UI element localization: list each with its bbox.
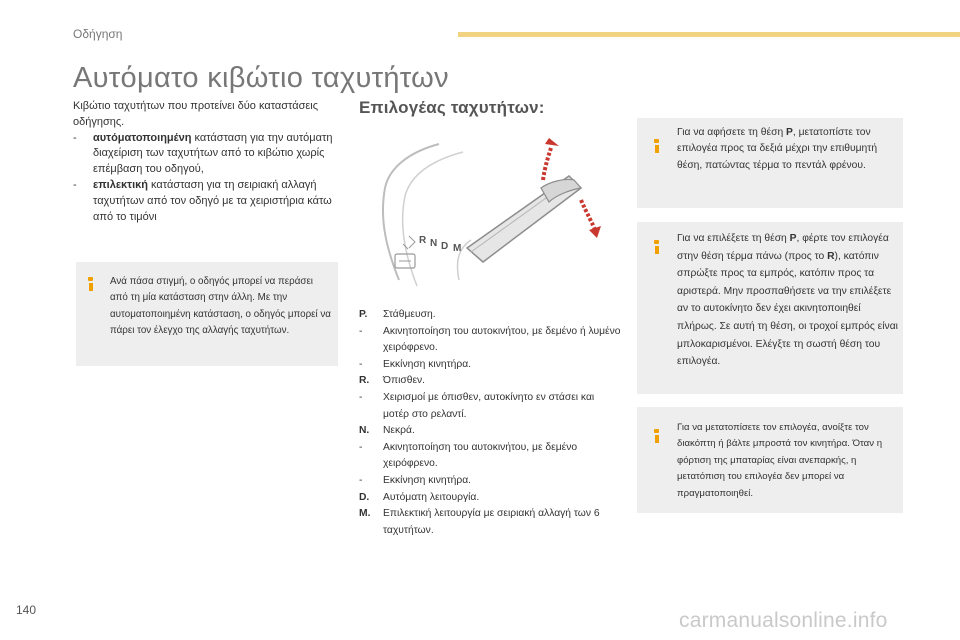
legend-row: N. Νεκρά. [359,425,415,437]
legend-row: D. Αυτόματη λειτουργία. [359,491,480,503]
gear-lever-drawing [359,130,619,292]
gear-selector-heading: Επιλογέας ταχυτήτων: [359,98,545,117]
info-text: Για να μετατοπίσετε τον επιλογέα, ανοίξτε τον διακόπτη ή βάλτε μπροστά τον κινητήρα. Όταν η φόρτιση της μπαταρίας είναι ανεπαρκής, η μετατόπιση του επιλογέα δεν μπορεί να πραγματοποιηθεί. [677,422,883,499]
info-box-select-park [637,222,903,394]
info-text: Για να επιλέξετε τη θέση P, φέρτε τον επιλογέα στην θέση τέρμα πάνω (προς το R), κατόπιν σπρώξτε προς τα εμπρός, κατόπιν προς τα αριστερά. Μην προσπαθήσετε να την επιλέξετε αν το αυτοκίνητο δεν έχει ακινητοποιηθεί πλήρως. Σε αυτή τη θέση, οι τροχοί εμπρός είναι μπλοκαρισμένοι. Ελέγξτε τη σωστή θέση του επιλογέα. [677,233,898,368]
info-icon [653,139,660,153]
gear-label-n: N [430,238,438,249]
legend-row: - Εκκίνηση κινητήρα. [359,358,472,370]
legend-row: - Ακινητοποίηση του αυτοκινήτου, με δεμένο ή λυμένο χειρόφρενο. [359,325,621,354]
gear-position-legend [359,307,621,539]
legend-row: M. Επιλεκτική λειτουργία με σειριακή αλλαγή των 6 ταχυτήτων. [359,508,600,536]
legend-row: - Χειρισμοί με όπισθεν, αυτοκίνητο εν στάσει και μοτέρ στο ρελαντί. [359,391,595,420]
info-icon [87,277,94,291]
header-accent-bar [458,32,960,37]
legend-row: P. Στάθμευση. [359,309,436,320]
legend-row: R. Όπισθεν. [359,375,426,387]
intro-lead: Κιβώτιο ταχυτήτων που προτείνει δύο καταστάσεις οδήγησης. [73,100,319,128]
section-header: Οδήγηση [73,27,123,41]
info-icon [653,240,660,254]
info-box-leave-park [637,118,903,208]
info-icon [653,429,660,443]
page-number: 140 [16,603,37,617]
legend-row: - Ακινητοποίηση του αυτοκινήτου, με δεμένο χειρόφρενο. [359,441,578,470]
gear-label-r: R [419,235,427,246]
intro-item-automated: - αυτόματοποιημένη κατάσταση για την αυτόματη διαχείριση των ταχυτήτων από το κιβώτιο χωρίς επέμβαση του οδηγού, [73,131,333,176]
gear-selector-illustration [359,130,619,292]
info-text: Για να αφήσετε τη θέση P, μετατοπίστε τον επιλογέα προς τα δεξιά μέχρι την επιθυμητή θέση, πατώντας τέρμα το πεντάλ φρένου. [677,127,878,171]
info-text: Ανά πάσα στιγμή, ο οδηγός μπορεί να περάσει από τη μία κατάσταση στην άλλη. Με την αυτοματοποιημένη κατάσταση, ο οδηγός μπορεί να πάρει τον έλεγχο της αλλαγής ταχυτήτων. [110,276,331,337]
gear-label-d: D [441,241,449,252]
watermark: carmanualsonline.info [679,609,888,632]
info-box-mode-switch [76,262,338,366]
legend-row: - Εκκίνηση κινητήρα. [359,474,472,486]
page-title: Αυτόματο κιβώτιο ταχυτήτων [73,62,449,94]
info-box-move-selector [637,407,903,513]
intro-text [73,99,335,225]
intro-item-selective: - επιλεκτική κατάσταση για τη σειριακή αλλαγή ταχυτήτων από τον οδηγό με τα χειριστήρια κάτω από το τιμόνι [73,178,332,223]
gear-label-m: M [453,243,462,254]
